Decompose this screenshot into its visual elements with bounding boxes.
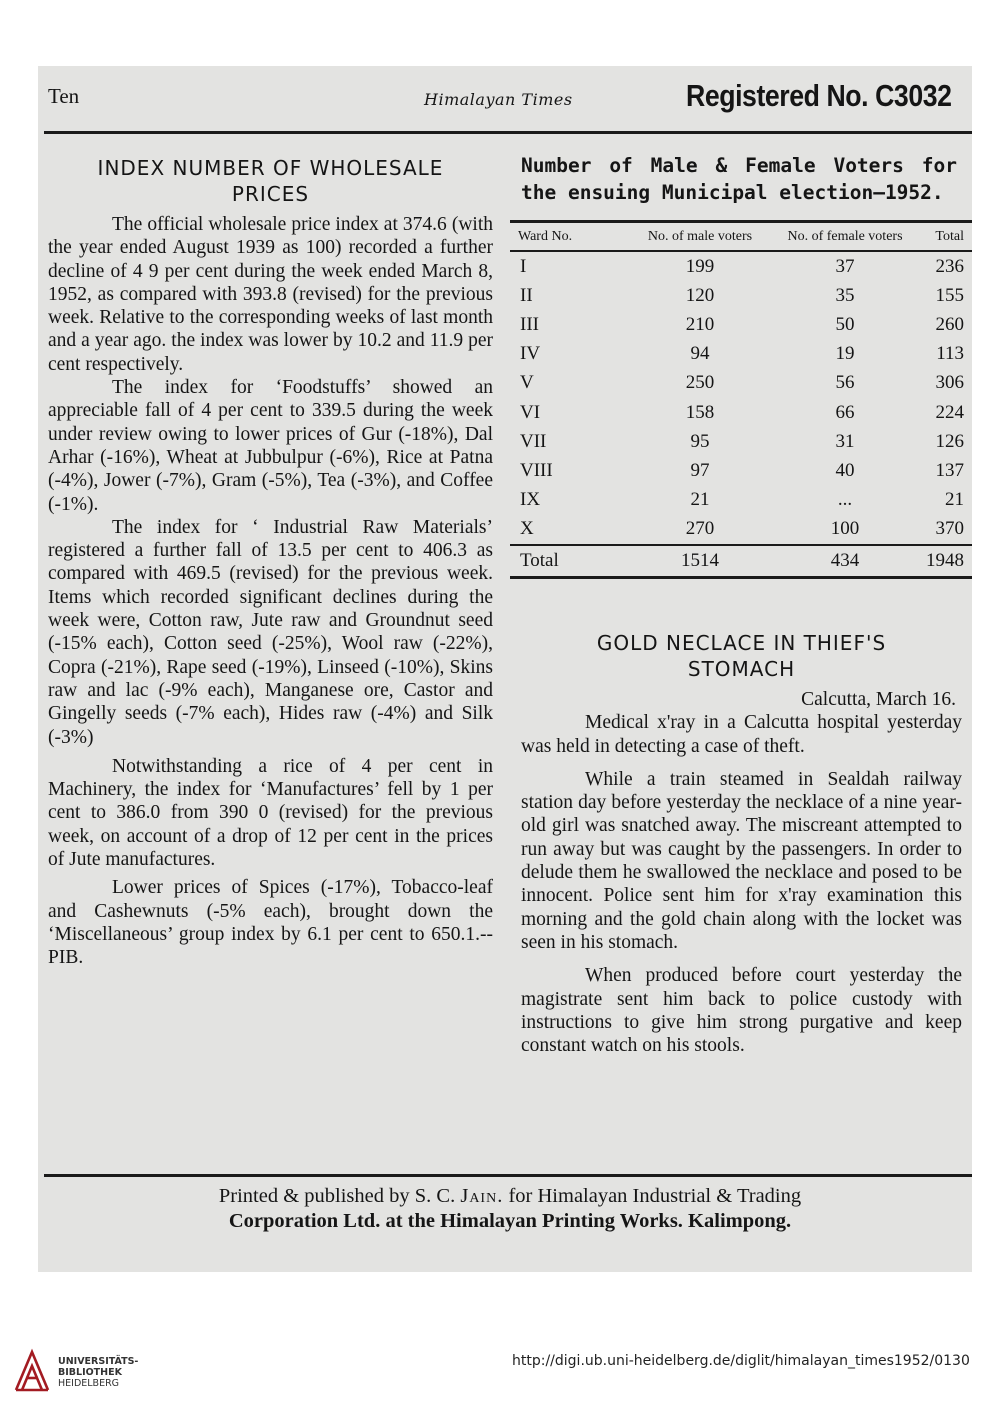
male-voters: 250 bbox=[685, 372, 715, 394]
column-header: No. of female voters bbox=[770, 222, 920, 251]
table-row bbox=[510, 398, 972, 427]
article-title: INDEX NUMBER OF WHOLESALE PRICES bbox=[97, 156, 444, 206]
male-voters: 94 bbox=[690, 343, 710, 365]
table-row bbox=[510, 515, 972, 545]
ward-number: VII bbox=[520, 430, 547, 452]
table-row bbox=[510, 427, 972, 456]
male-voters: 210 bbox=[685, 313, 715, 335]
footer-rule bbox=[44, 1174, 972, 1177]
ward-number: III bbox=[520, 313, 539, 335]
wholesale-price-article bbox=[48, 155, 493, 970]
ward-number: VI bbox=[520, 401, 541, 423]
female-voters: 56 bbox=[835, 372, 855, 394]
male-voters: 158 bbox=[685, 401, 715, 423]
table-total-row bbox=[510, 545, 972, 578]
paragraph: The index for ‘Foodstuffs’ showed an appreciable fall of 4 per cent to 339.5 during the week under review owing to lower prices of Gur (-18%), Dal Arhar (-16%), Wheat at Jubbulpur (-6%), Rice at Patna (-4%), Jower (-7%), Gram (-5%), Tea (-3%), and Coffee (-1%). bbox=[48, 377, 493, 515]
ward-number: VIII bbox=[520, 459, 553, 481]
dateline: Calcutta, March 16. bbox=[801, 689, 956, 710]
voters-heading: Number of Male & Female Voters for the ensuing Municipal election—1952. bbox=[521, 154, 957, 204]
column-header: No. of male voters bbox=[630, 222, 770, 251]
table-row bbox=[510, 281, 972, 310]
total-voters: 306 bbox=[935, 372, 964, 394]
ward-number: X bbox=[520, 518, 534, 540]
article-title: GOLD NECLACE IN THIEF'S STOMACH bbox=[596, 631, 887, 681]
publisher-name: Jain. bbox=[460, 1185, 504, 1207]
imprint-suffix: for Himalayan Industrial & Trading bbox=[508, 1185, 802, 1207]
paragraph: Notwithstanding a rice of 4 per cent in Machinery, the index for ‘Manufactures’ fell by 1 per cent to 386.0 from 390 0 (revised) for the previous week, on account of a drop of 12 per cent in the prices of Jute manufactures. bbox=[48, 755, 493, 871]
source-url[interactable]: http://digi.ub.uni-heidelberg.de/diglit/himalayan_times1952/0130 bbox=[512, 1353, 970, 1369]
paragraph: When produced before court yesterday the magistrate sent him back to police custody with instructions to give him strong purgative and keep constant watch on his stools. bbox=[521, 965, 962, 1057]
table-header-row bbox=[510, 222, 972, 251]
male-voters: 120 bbox=[685, 284, 715, 306]
ward-number: V bbox=[520, 372, 534, 394]
total-voters: 155 bbox=[935, 284, 964, 306]
female-voters: 37 bbox=[835, 255, 855, 277]
imprint-line-2: Corporation Ltd. at the Himalayan Printing Works. Kalimpong. bbox=[228, 1210, 792, 1232]
total-voters: 224 bbox=[935, 401, 964, 423]
paragraph: Lower prices of Spices (-17%), Tobacco-leaf and Cashewnuts (-5% each), brought down the ‘Miscellaneous’ group index by 6.1 per cent to 650.1.--PIB. bbox=[48, 877, 493, 969]
article-body bbox=[48, 213, 493, 970]
ward-number: IX bbox=[520, 489, 541, 511]
registration-number: Registered No. C3032 bbox=[686, 78, 952, 113]
female-voters: 66 bbox=[835, 401, 855, 423]
total-voters: 126 bbox=[935, 430, 964, 452]
female-voters: 31 bbox=[835, 430, 855, 452]
paragraph: The index for ‘ Industrial Raw Materials’ registered a further fall of 13.5 per cent to 406.3 as compared with 469.5 (revised) for the previous week. Items which recorded significant declines during the week were, Cotton raw, Jute raw and Groundnut seed (-15% each), Cotton seed (-25%), Wool raw (-22%), Copra (-21%), Rape seed (-19%), Linseed (-10%), Skins raw and lac (-9% each), Manganese ore, Castor and Gingelly seeds (-7% each), Hides raw (-4%) and Silk (-3%) bbox=[48, 516, 493, 748]
table-row bbox=[510, 251, 972, 281]
total-voters: 113 bbox=[936, 343, 964, 365]
male-voters: 270 bbox=[685, 518, 715, 540]
library-logo-icon bbox=[12, 1346, 52, 1394]
ward-number: II bbox=[520, 284, 533, 306]
gold-necklace-article bbox=[521, 630, 962, 1057]
paragraph: The official wholesale price index at 374.6 (with the year ended August 1939 as 100) recorded a further decline of 4 9 per cent during the week ended March 8, 1952, as compared with 393.8 (revised) for the previous week. Relative to the corresponding weeks of last month and a year ago. the index was lower by 10.2 and 11.9 per cent respectively. bbox=[48, 214, 493, 375]
imprint bbox=[80, 1184, 940, 1234]
header-rule bbox=[44, 131, 972, 134]
male-voters: 199 bbox=[685, 255, 715, 277]
table-row bbox=[510, 340, 972, 369]
table-row bbox=[510, 486, 972, 515]
column-header: Total bbox=[920, 222, 972, 251]
total-label: Total bbox=[510, 545, 630, 578]
masthead: Himalayan Times bbox=[424, 90, 573, 109]
article-body bbox=[521, 688, 962, 1057]
table-row bbox=[510, 456, 972, 485]
total-male: 1514 bbox=[630, 545, 770, 578]
table-row bbox=[510, 310, 972, 339]
paragraph: Medical x'ray in a Calcutta hospital yesterday was held in detecting a case of theft. bbox=[521, 712, 962, 757]
female-voters: 100 bbox=[830, 518, 860, 540]
ward-number: I bbox=[520, 255, 527, 277]
total-voters: 236 bbox=[935, 255, 964, 277]
paragraph: While a train steamed in Sealdah railway station day before yesterday the necklace of a nine year-old girl was snatched away. The miscreant attempted to run away but was caught by the passengers. In order to delude them he swallowed the necklace and posed to be innocent. Police sent him for x'ray examination this morning and the gold chain along with the locket was seen in his stomach. bbox=[521, 768, 962, 953]
total-voters: 260 bbox=[935, 313, 964, 335]
total-female: 434 bbox=[770, 545, 920, 578]
female-voters: ... bbox=[837, 489, 853, 511]
female-voters: 19 bbox=[835, 343, 855, 365]
female-voters: 35 bbox=[835, 284, 855, 306]
ward-number: IV bbox=[520, 343, 541, 365]
page-number: Ten bbox=[48, 84, 80, 108]
voters-table bbox=[510, 222, 972, 579]
female-voters: 40 bbox=[835, 459, 855, 481]
table-row bbox=[510, 369, 972, 398]
female-voters: 50 bbox=[835, 313, 855, 335]
male-voters: 95 bbox=[690, 430, 710, 452]
library-name: UNIVERSITÄTS- BIBLIOTHEK HEIDELBERG bbox=[58, 1356, 139, 1389]
total-voters: 137 bbox=[935, 459, 964, 481]
total-voters: 370 bbox=[935, 518, 964, 540]
total-voters: 21 bbox=[945, 489, 964, 511]
column-header: Ward No. bbox=[510, 222, 630, 251]
grand-total: 1948 bbox=[920, 545, 972, 578]
imprint-prefix: Printed & published by S. C. bbox=[218, 1185, 456, 1207]
male-voters: 21 bbox=[690, 489, 710, 511]
male-voters: 97 bbox=[690, 459, 710, 481]
